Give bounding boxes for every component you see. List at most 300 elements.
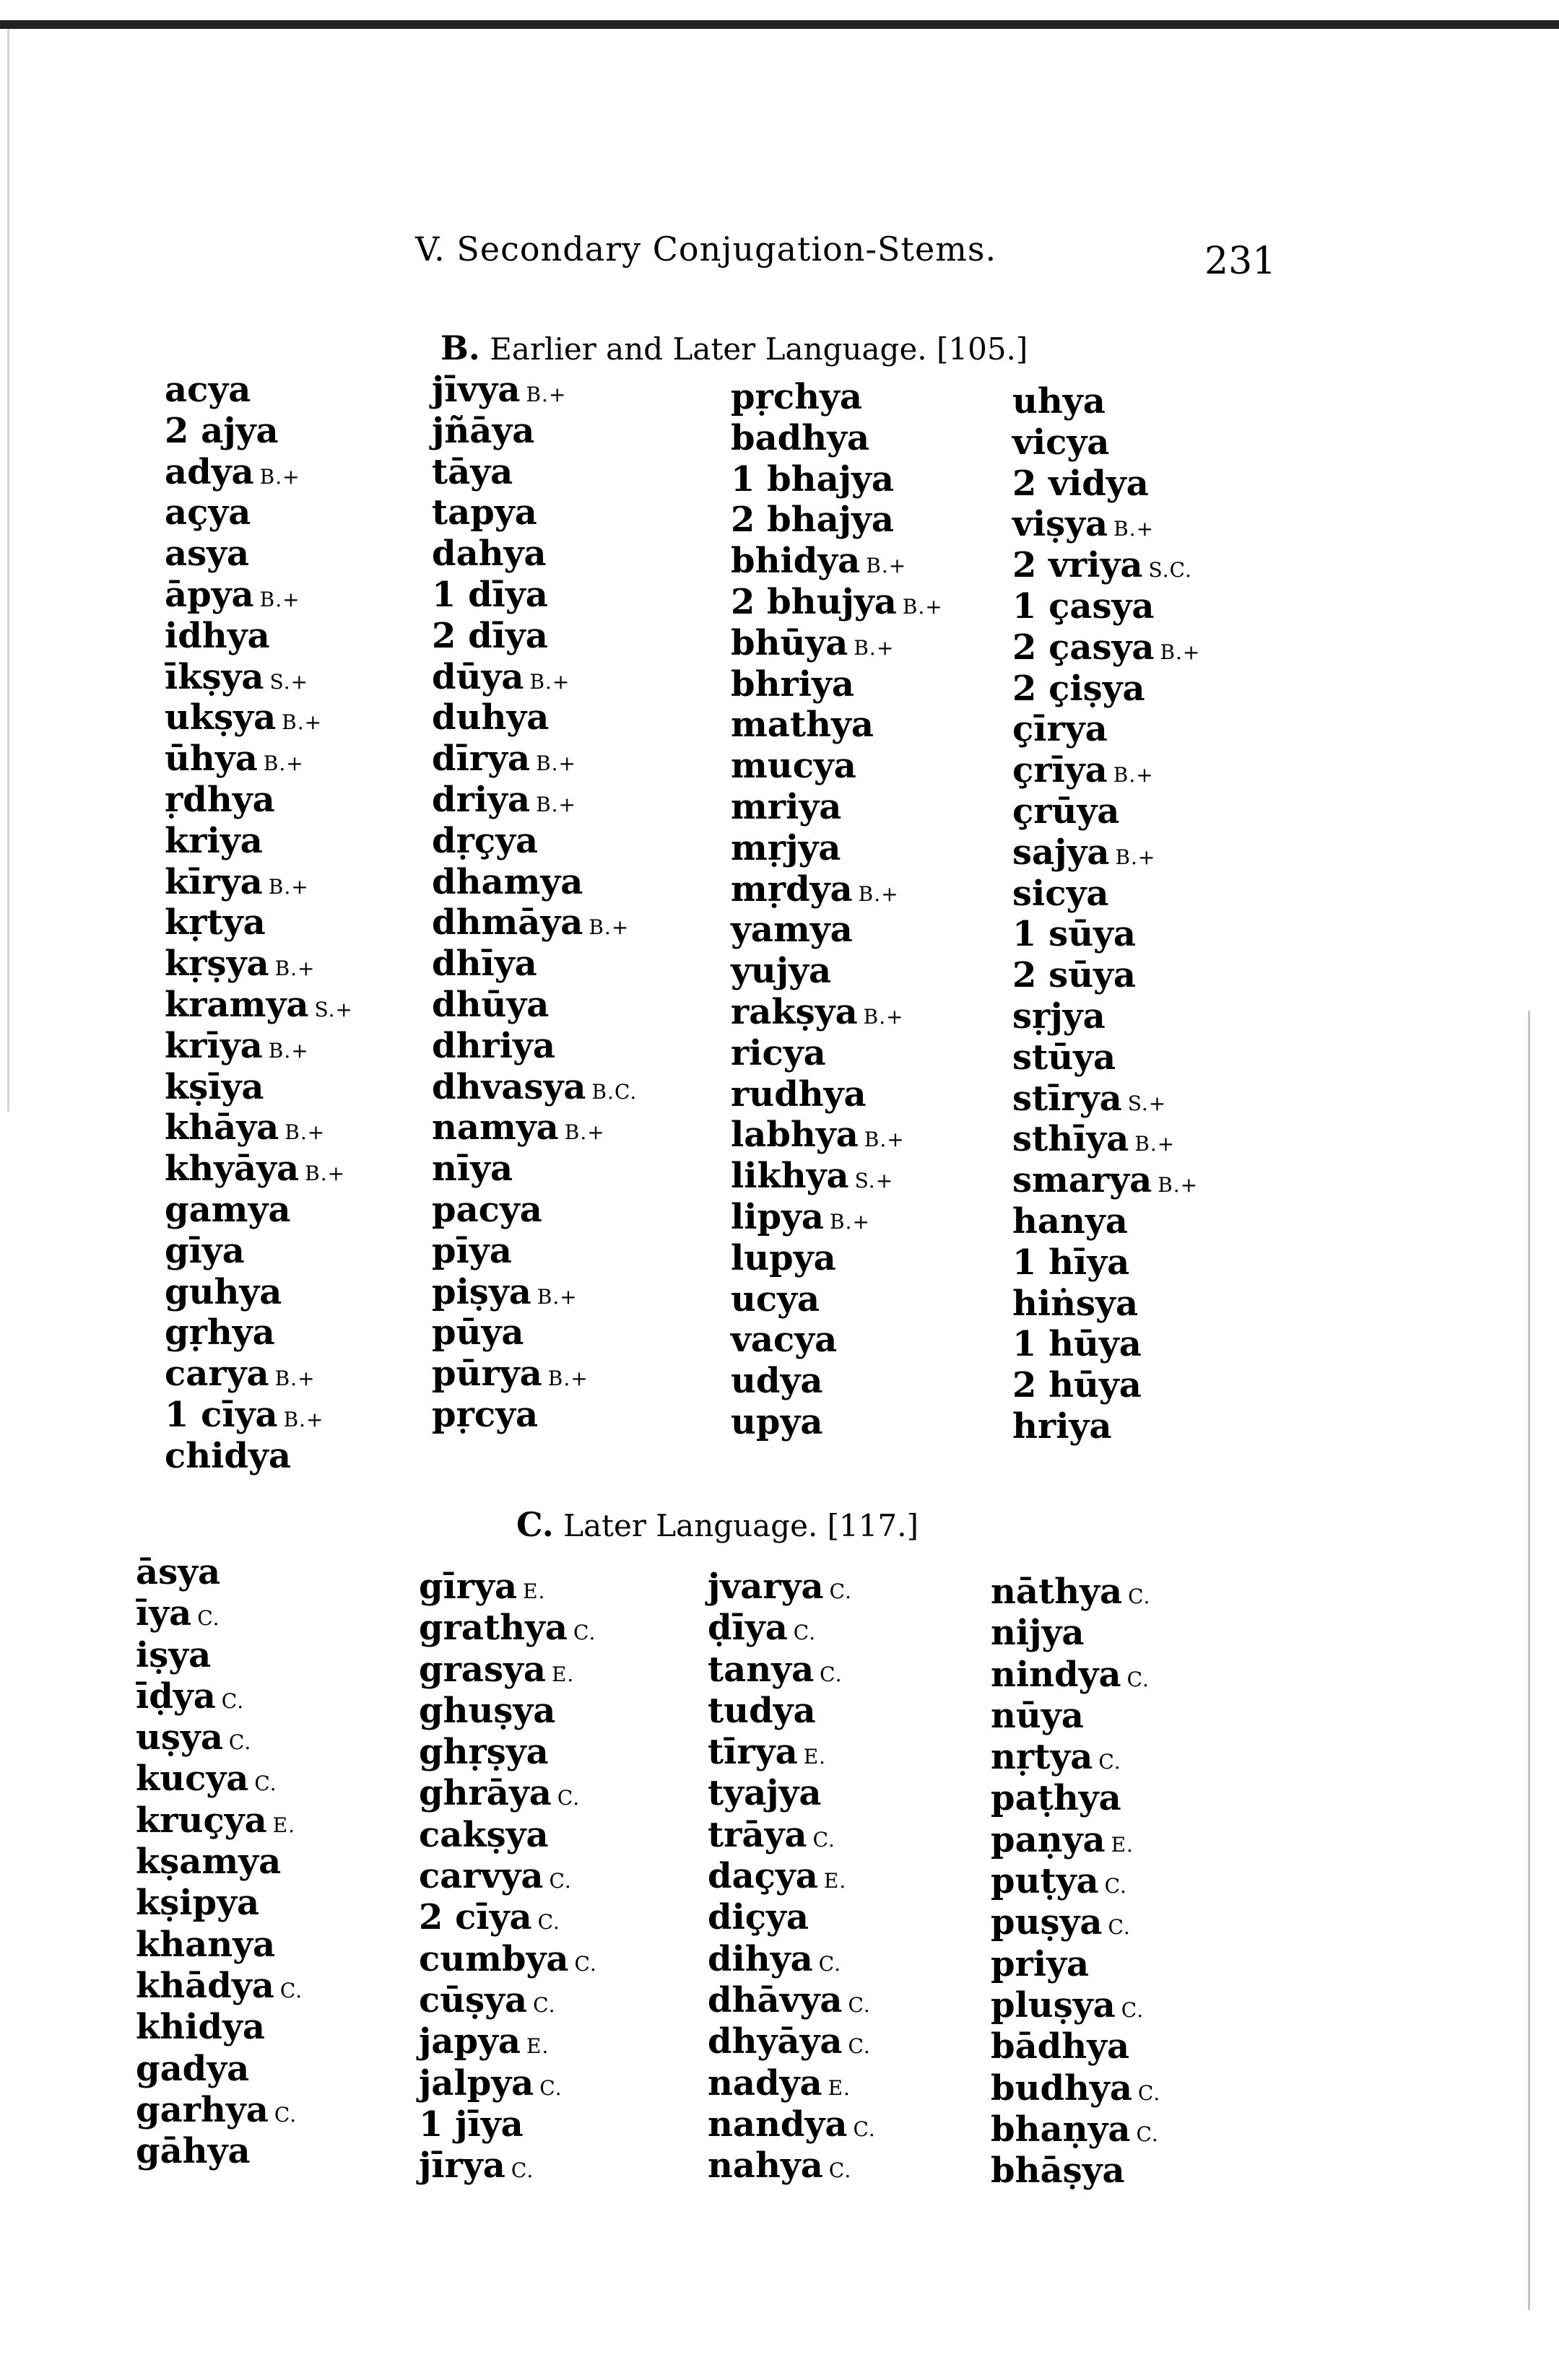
stem-entry — [165, 1312, 353, 1354]
stem-word: īya — [136, 1593, 192, 1634]
stem-word: 1 dīya — [432, 574, 548, 615]
period-tag: B.+ — [1158, 1173, 1199, 1198]
stem-word: sthīya — [1012, 1119, 1129, 1160]
stem-word: ḍīya — [708, 1608, 788, 1649]
stem-word: kucya — [136, 1758, 249, 1800]
period-tag: E. — [803, 1745, 827, 1769]
stem-entry — [1012, 750, 1200, 791]
stem-entry — [432, 780, 637, 821]
stem-word: mriya — [731, 786, 842, 827]
stem-word: 2 çasya — [1012, 627, 1155, 668]
stem-word: carvya — [419, 1856, 544, 1897]
stem-entry — [708, 1939, 876, 1980]
stem-word: smarya — [1012, 1160, 1152, 1201]
stem-entry — [731, 746, 943, 787]
period-tag: C. — [829, 1579, 852, 1603]
stem-entry — [432, 697, 637, 738]
stem-entry — [419, 1608, 597, 1649]
stem-word: viṣya — [1012, 504, 1108, 545]
stem-entry — [708, 1732, 876, 1773]
stem-word: gīrya — [419, 1566, 518, 1607]
stem-word: nandya — [708, 2104, 848, 2145]
stem-entry — [432, 1354, 637, 1395]
stem-entry — [731, 459, 943, 500]
stem-entry — [1012, 1242, 1200, 1283]
stem-word: yujya — [731, 951, 832, 992]
period-tag: B.+ — [863, 1004, 904, 1029]
stem-entry — [1012, 996, 1200, 1037]
stem-word: paṇya — [991, 1819, 1106, 1860]
period-tag: B.+ — [864, 1128, 905, 1152]
stem-entry — [432, 1395, 637, 1436]
stem-entry — [731, 910, 943, 951]
stem-entry — [991, 1820, 1160, 1861]
stem-entry — [432, 411, 637, 452]
stem-column — [708, 1566, 876, 2187]
stem-word: 2 hūya — [1012, 1365, 1142, 1406]
section-ref: [105.] — [937, 331, 1028, 367]
period-tag: E. — [1111, 1832, 1134, 1857]
stem-entry — [432, 1107, 637, 1148]
stem-word: 2 sūya — [1012, 955, 1137, 996]
stem-word: nāthya — [991, 1572, 1123, 1612]
stem-word: 1 bhajya — [731, 458, 895, 500]
stem-word: ricya — [731, 1032, 826, 1073]
period-tag: C. — [848, 2034, 871, 2059]
stem-entry — [991, 2109, 1160, 2150]
stem-entry — [731, 377, 943, 418]
stem-entry — [1012, 1283, 1200, 1325]
stem-entry — [731, 1279, 943, 1320]
stem-word: adya — [165, 451, 254, 492]
period-tag: C. — [573, 1621, 596, 1645]
period-tag: E. — [272, 1813, 296, 1837]
stem-word: gāhya — [136, 2131, 251, 2172]
stem-column — [1012, 381, 1200, 1447]
stem-entry — [731, 664, 943, 705]
stem-entry — [991, 2068, 1160, 2109]
stem-entry — [419, 1815, 597, 1856]
stem-word: dṛçya — [432, 820, 539, 861]
stem-entry — [432, 1272, 637, 1313]
stem-entry — [1012, 1406, 1200, 1447]
stem-word: açya — [165, 492, 251, 533]
section-ref: [117.] — [827, 1508, 919, 1543]
period-tag: E. — [551, 1662, 575, 1686]
stem-word: dahya — [432, 533, 547, 575]
stem-word: khanya — [136, 1924, 276, 1965]
stem-word: grathya — [419, 1608, 568, 1649]
stem-entry — [165, 370, 353, 411]
stem-entry — [1012, 463, 1200, 505]
stem-word: chidya — [165, 1435, 291, 1476]
stem-entry — [708, 1608, 876, 1649]
stem-entry — [432, 370, 637, 411]
stem-word: cakṣya — [419, 1814, 549, 1855]
stem-entry — [419, 2104, 597, 2145]
stem-word: pṛcya — [432, 1394, 539, 1435]
stem-word: iṣya — [136, 1634, 212, 1675]
stem-entry — [432, 616, 637, 657]
stem-entry — [419, 1691, 597, 1732]
stem-word: nindya — [991, 1654, 1121, 1695]
stem-entry — [1012, 791, 1200, 832]
stem-word: bhriya — [731, 663, 854, 705]
stem-entry — [165, 780, 353, 821]
stem-entry — [165, 1067, 353, 1108]
period-tag: B.+ — [589, 915, 630, 940]
stem-entry — [165, 411, 353, 452]
stem-entry — [1012, 1365, 1200, 1406]
stem-word: dhīya — [432, 943, 537, 985]
stem-entry — [165, 1354, 353, 1395]
period-tag: C. — [848, 1992, 871, 2017]
stem-entry — [432, 821, 637, 862]
stem-entry — [991, 1696, 1160, 1737]
stem-entry — [1012, 1201, 1200, 1242]
stem-entry — [731, 541, 943, 582]
stem-word: pacya — [432, 1189, 542, 1230]
period-tag: B.+ — [1160, 640, 1201, 664]
stem-entry — [136, 1552, 303, 1593]
stem-word: idhya — [165, 615, 270, 656]
stem-entry — [432, 492, 637, 533]
stem-entry — [1012, 1078, 1200, 1120]
period-tag: B.+ — [274, 956, 316, 981]
stem-entry — [731, 1320, 943, 1361]
stem-word: vacya — [731, 1320, 838, 1361]
scan-border-left — [7, 29, 9, 1112]
stem-word: gadya — [136, 2048, 250, 2089]
period-tag: C. — [279, 1978, 303, 2002]
section-title: Earlier and Later Language. — [479, 331, 937, 367]
period-tag: B.+ — [268, 1038, 309, 1063]
stem-word: kṛṣya — [165, 943, 269, 985]
stem-word: ucya — [731, 1278, 820, 1320]
stem-entry — [136, 2007, 303, 2048]
stem-word: jvarya — [708, 1566, 824, 1607]
period-tag: C. — [254, 1771, 277, 1796]
stem-entry — [165, 1107, 353, 1148]
stem-word: guhya — [165, 1271, 282, 1312]
stem-word: pīya — [432, 1230, 512, 1271]
stem-word: sajya — [1012, 832, 1110, 873]
stem-entry — [419, 2145, 597, 2187]
stem-word: tanya — [708, 1649, 815, 1690]
period-tag: C. — [1128, 1585, 1151, 1608]
stem-column — [731, 377, 943, 1443]
stem-word: ṛdhya — [165, 779, 275, 820]
stem-word: tyajya — [708, 1773, 822, 1814]
stem-column — [136, 1552, 303, 2172]
stem-word: 2 dīya — [432, 615, 548, 656]
section-heading — [440, 328, 1028, 367]
stem-word: dhriya — [432, 1025, 555, 1066]
stem-entry — [731, 1361, 943, 1402]
stem-entry — [991, 1737, 1160, 1778]
stem-word: tāya — [432, 451, 513, 492]
period-tag: B.+ — [526, 383, 567, 406]
stem-word: khādya — [136, 1965, 274, 2006]
period-tag: B.+ — [529, 669, 570, 694]
stem-word: stūya — [1012, 1037, 1116, 1078]
stem-entry — [708, 1691, 876, 1732]
stem-entry — [419, 2063, 597, 2104]
stem-word: khāya — [165, 1107, 279, 1148]
stem-entry — [991, 1778, 1160, 1819]
stem-word: dihya — [708, 1938, 813, 1979]
stem-word: dhvasya — [432, 1066, 586, 1107]
period-tag: B.+ — [282, 710, 323, 735]
stem-entry — [1012, 709, 1200, 750]
stem-entry — [1012, 1037, 1200, 1078]
stem-word: labhya — [731, 1115, 859, 1156]
stem-entry — [731, 951, 943, 992]
period-tag: B.+ — [537, 1284, 578, 1309]
stem-word: likhya — [731, 1156, 849, 1197]
stem-word: bhidya — [731, 541, 861, 582]
stem-word: badhya — [731, 417, 870, 458]
stem-entry — [432, 1231, 637, 1272]
stem-entry — [991, 1655, 1160, 1696]
period-tag: E. — [823, 1869, 847, 1893]
period-tag: C. — [818, 1951, 842, 1976]
stem-word: kriya — [165, 820, 263, 861]
stem-entry — [1012, 914, 1200, 955]
stem-entry — [991, 1944, 1160, 1985]
period-tag: C. — [1104, 1874, 1127, 1899]
stem-word: rudhya — [731, 1073, 867, 1115]
stem-word: pūya — [432, 1312, 524, 1354]
stem-entry — [432, 902, 637, 943]
stem-word: 1 cīya — [165, 1394, 278, 1435]
stem-entry — [136, 2049, 303, 2090]
period-tag: B.+ — [902, 594, 943, 619]
stem-word: bhūya — [731, 622, 848, 663]
stem-entry — [432, 575, 637, 616]
stem-word: bhāṣya — [991, 2150, 1125, 2192]
stem-entry — [1012, 545, 1200, 586]
stem-entry — [432, 1148, 637, 1190]
period-tag: B.+ — [274, 1366, 316, 1391]
stem-entry — [136, 1966, 303, 2007]
stem-word: 2 bhujya — [731, 581, 897, 622]
running-head: V. Secondary Conjugation-Stems. — [415, 230, 997, 269]
stem-word: dhāvya — [708, 1979, 843, 2021]
stem-entry — [991, 2150, 1160, 2192]
period-tag: S.+ — [269, 669, 309, 694]
stem-word: 2 çiṣya — [1012, 668, 1145, 709]
period-tag: B.+ — [854, 635, 895, 660]
period-tag: E. — [526, 2034, 550, 2059]
stem-word: khyāya — [165, 1148, 300, 1190]
stem-word: lipya — [731, 1196, 825, 1237]
period-tag: C. — [221, 1688, 245, 1713]
period-tag: B.+ — [1113, 517, 1155, 541]
stem-entry — [165, 575, 353, 616]
stem-word: 2 vidya — [1012, 463, 1149, 504]
period-tag: B.+ — [866, 554, 907, 578]
stem-entry — [165, 533, 353, 575]
period-tag: B.+ — [858, 881, 899, 906]
period-tag: B.+ — [283, 1407, 324, 1431]
stem-entry — [432, 452, 637, 493]
stem-word: driya — [432, 779, 531, 820]
stem-entry — [432, 738, 637, 780]
stem-entry — [432, 862, 637, 903]
period-tag: B.+ — [536, 792, 577, 816]
scan-border-top — [0, 20, 1559, 29]
stem-entry — [1012, 422, 1200, 463]
stem-entry — [136, 1800, 303, 1841]
stem-word: duhya — [432, 697, 550, 738]
stem-word: 1 hīya — [1012, 1242, 1130, 1283]
stem-word: udya — [731, 1361, 823, 1402]
stem-word: dhūya — [432, 984, 550, 1025]
stem-word: īkṣya — [165, 656, 264, 697]
stem-word: ghrāya — [419, 1773, 552, 1814]
stem-entry — [165, 1148, 353, 1190]
stem-entry — [419, 1856, 597, 1897]
stem-entry — [708, 1980, 876, 2021]
stem-word: gīya — [165, 1230, 245, 1271]
stem-entry — [165, 1190, 353, 1231]
stem-entry — [136, 1925, 303, 1966]
period-tag: C. — [537, 1910, 560, 1935]
stem-word: kṣipya — [136, 1883, 260, 1924]
period-tag: B.+ — [536, 751, 577, 776]
stem-word: pūrya — [432, 1354, 542, 1395]
period-tag: C. — [274, 2102, 298, 2127]
stem-entry — [432, 1190, 637, 1231]
stem-word: kṛtya — [165, 902, 266, 943]
stem-entry — [419, 1732, 597, 1773]
stem-entry — [708, 2063, 876, 2104]
stem-entry — [136, 1841, 303, 1883]
stem-word: jīrya — [419, 2145, 505, 2187]
stem-word: 1 sūya — [1012, 914, 1137, 955]
stem-word: tudya — [708, 1690, 816, 1731]
stem-word: tapya — [432, 492, 537, 533]
stem-entry — [708, 1566, 876, 1608]
period-tag: C. — [793, 1621, 817, 1645]
stem-entry — [432, 657, 637, 698]
period-tag: S.C. — [1148, 558, 1192, 583]
stem-entry — [731, 828, 943, 869]
stem-word: mṛdya — [731, 868, 853, 910]
stem-word: hriya — [1012, 1405, 1112, 1447]
stem-word: japya — [419, 2021, 521, 2062]
stem-entry — [1012, 627, 1200, 668]
stem-word: nṛtya — [991, 1737, 1093, 1778]
period-tag: B.+ — [547, 1366, 589, 1391]
period-tag: B.+ — [305, 1161, 346, 1186]
stem-entry — [136, 1717, 303, 1758]
stem-entry — [165, 1026, 353, 1067]
period-tag: B.+ — [285, 1120, 326, 1145]
stem-entry — [419, 1897, 597, 1938]
stem-word: carya — [165, 1354, 269, 1395]
stem-word: āpya — [165, 574, 254, 615]
period-tag: C. — [557, 1786, 581, 1810]
period-tag: B.+ — [1113, 763, 1154, 788]
stem-word: cūṣya — [419, 1979, 528, 2021]
stem-entry — [731, 1197, 943, 1238]
stem-word: krīya — [165, 1025, 263, 1066]
stem-entry — [708, 1897, 876, 1938]
period-tag: B.+ — [1134, 1132, 1176, 1156]
stem-word: diçya — [708, 1897, 809, 1938]
stem-word: jīvya — [432, 370, 521, 410]
stem-entry — [165, 1395, 353, 1436]
stem-word: çīrya — [1012, 709, 1108, 750]
stem-entry — [419, 1939, 597, 1980]
stem-word: lupya — [731, 1237, 836, 1278]
period-tag: C. — [828, 2158, 852, 2183]
stem-entry — [708, 2145, 876, 2187]
stem-word: 1 hūya — [1012, 1324, 1142, 1365]
stem-entry — [731, 705, 943, 746]
stem-word: sicya — [1012, 873, 1109, 914]
stem-word: puṣya — [991, 1902, 1103, 1943]
period-tag: B.+ — [564, 1120, 605, 1145]
period-tag: C. — [511, 2158, 534, 2183]
stem-word: hanya — [1012, 1200, 1128, 1242]
stem-word: kramya — [165, 984, 309, 1025]
period-tag: B.+ — [1115, 845, 1156, 869]
stem-word: mucya — [731, 746, 856, 787]
stem-word: kṣamya — [136, 1841, 282, 1883]
stem-word: nadya — [708, 2062, 822, 2104]
period-tag: E. — [828, 2075, 851, 2100]
period-tag: B.+ — [268, 874, 309, 899]
stem-word: grasya — [419, 1649, 546, 1690]
stem-word: trāya — [708, 1814, 807, 1855]
stem-word: dūya — [432, 656, 524, 697]
stem-word: ūhya — [165, 738, 258, 780]
stem-entry — [991, 1985, 1160, 2026]
stem-entry — [1012, 832, 1200, 873]
stem-column — [165, 370, 353, 1477]
stem-word: 2 bhajya — [731, 500, 895, 541]
stem-word: vicya — [1012, 422, 1110, 463]
period-tag: C. — [549, 1869, 572, 1893]
section-letter: C. — [516, 1505, 554, 1544]
stem-entry — [419, 1773, 597, 1814]
period-tag: C. — [533, 1992, 556, 2017]
stem-entry — [991, 1902, 1160, 1943]
stem-column — [432, 370, 637, 1436]
stem-entry — [136, 1676, 303, 1717]
stem-entry — [731, 1402, 943, 1443]
stem-entry — [432, 533, 637, 575]
period-tag: S.+ — [854, 1169, 894, 1193]
stem-entry — [432, 1026, 637, 1067]
period-tag: B.+ — [830, 1209, 870, 1234]
stem-entry — [1012, 955, 1200, 996]
stem-entry — [165, 738, 353, 780]
stem-entry — [432, 1312, 637, 1354]
stem-word: mathya — [731, 705, 874, 746]
stem-entry — [165, 821, 353, 862]
stem-entry — [136, 1758, 303, 1800]
stem-word: garhya — [136, 2089, 269, 2130]
stem-word: ukṣya — [165, 697, 277, 738]
period-tag: C. — [574, 1951, 597, 1976]
stem-word: yamya — [731, 910, 853, 951]
stem-word: gṛhya — [165, 1312, 275, 1354]
stem-column — [419, 1566, 597, 2187]
